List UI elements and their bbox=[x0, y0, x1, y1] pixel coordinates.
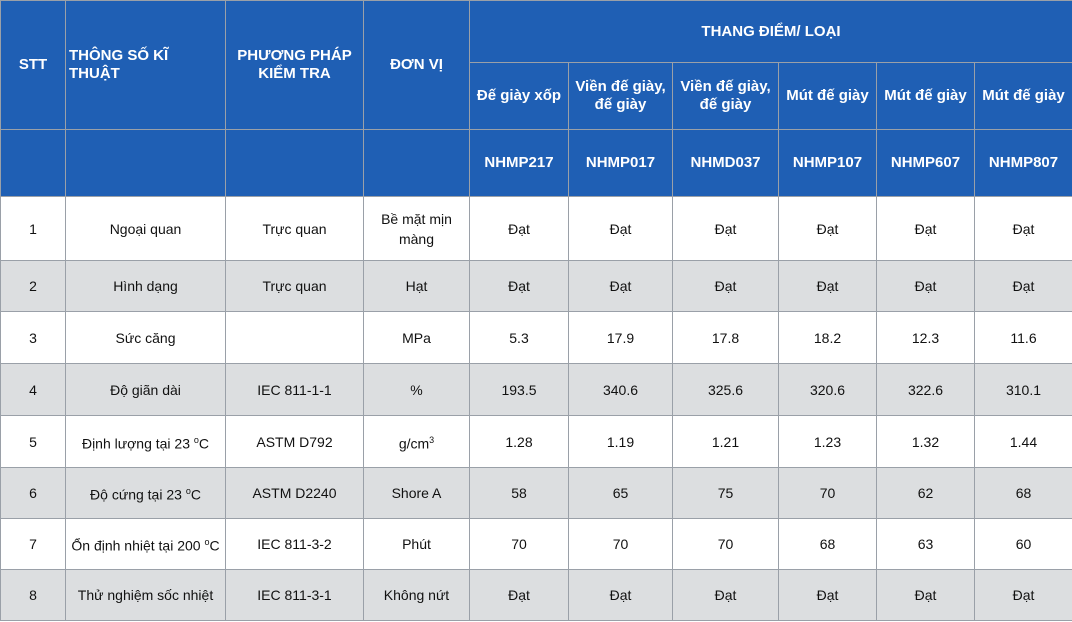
row-value: Đạt bbox=[470, 197, 569, 261]
row-value: 58 bbox=[470, 468, 569, 519]
row-value: 1.23 bbox=[779, 416, 877, 468]
unit-exponent: 3 bbox=[429, 434, 435, 445]
header-method-line1: PHƯƠNG PHÁP bbox=[237, 47, 352, 64]
spec-name-suffix: C bbox=[209, 537, 220, 554]
header-empty-method bbox=[226, 130, 364, 197]
table-row bbox=[1, 312, 1072, 364]
spec-name-text: Độ cứng tại 23 bbox=[90, 486, 182, 503]
row-value: Đạt bbox=[877, 261, 975, 312]
spec-name-suffix: C bbox=[190, 486, 201, 503]
row-stt: 5 bbox=[1, 416, 66, 468]
header-grade: THANG ĐIỂM/ LOẠI bbox=[470, 1, 1072, 63]
header-type-4: Mút đế giày bbox=[779, 63, 877, 130]
header-method-line2: KIỂM TRA bbox=[258, 65, 331, 82]
row-value: 17.9 bbox=[569, 312, 673, 364]
header-empty-unit bbox=[364, 130, 470, 197]
row-value: 5.3 bbox=[470, 312, 569, 364]
row-value: 70 bbox=[470, 519, 569, 570]
row-stt: 1 bbox=[1, 197, 66, 261]
row-value: 1.19 bbox=[569, 416, 673, 468]
row-spec-name bbox=[66, 416, 226, 468]
row-value: Đạt bbox=[470, 570, 569, 621]
header-unit: ĐƠN VỊ bbox=[364, 1, 470, 130]
row-value: 60 bbox=[975, 519, 1072, 570]
header-empty-stt bbox=[1, 130, 66, 197]
row-value: 1.44 bbox=[975, 416, 1072, 468]
row-spec-name bbox=[66, 468, 226, 519]
header-type-3: Viền đế giày, đế giày bbox=[673, 63, 779, 130]
row-method bbox=[226, 312, 364, 364]
row-value: Đạt bbox=[569, 197, 673, 261]
row-stt: 2 bbox=[1, 261, 66, 312]
row-value: Đạt bbox=[877, 197, 975, 261]
row-value: Đạt bbox=[673, 197, 779, 261]
row-value: 11.6 bbox=[975, 312, 1072, 364]
row-value: Đạt bbox=[779, 261, 877, 312]
row-value: 325.6 bbox=[673, 364, 779, 416]
row-spec-name: Ngoại quan bbox=[66, 197, 226, 261]
header-empty-spec bbox=[66, 130, 226, 197]
row-unit: % bbox=[364, 364, 470, 416]
header-spec: THÔNG SỐ KĨ THUẬT bbox=[66, 1, 226, 130]
table-row bbox=[1, 261, 1072, 312]
table-row bbox=[1, 468, 1072, 519]
row-value: 320.6 bbox=[779, 364, 877, 416]
header-type-5: Mút đế giày bbox=[877, 63, 975, 130]
header-code-1: NHMP217 bbox=[470, 130, 569, 197]
row-value: Đạt bbox=[569, 570, 673, 621]
table-row bbox=[1, 364, 1072, 416]
table-row bbox=[1, 519, 1072, 570]
table-row bbox=[1, 197, 1072, 261]
row-value: 70 bbox=[779, 468, 877, 519]
header-code-6: NHMP807 bbox=[975, 130, 1072, 197]
row-method: ASTM D2240 bbox=[226, 468, 364, 519]
spec-name-text: Ổn định nhiệt tại 200 bbox=[71, 537, 201, 554]
degree-mark: o bbox=[193, 434, 199, 445]
row-method: ASTM D792 bbox=[226, 416, 364, 468]
row-value: Đạt bbox=[975, 570, 1072, 621]
row-stt: 6 bbox=[1, 468, 66, 519]
row-spec-name: Độ giãn dài bbox=[66, 364, 226, 416]
row-value: 63 bbox=[877, 519, 975, 570]
row-spec-name bbox=[66, 519, 226, 570]
row-value: 75 bbox=[673, 468, 779, 519]
header-code-3: NHMD037 bbox=[673, 130, 779, 197]
header-code-5: NHMP607 bbox=[877, 130, 975, 197]
row-value: Đạt bbox=[877, 570, 975, 621]
row-unit: Không nứt bbox=[364, 570, 470, 621]
row-value: 1.32 bbox=[877, 416, 975, 468]
row-value: 1.21 bbox=[673, 416, 779, 468]
row-stt: 7 bbox=[1, 519, 66, 570]
row-value: Đạt bbox=[673, 261, 779, 312]
row-value: 340.6 bbox=[569, 364, 673, 416]
spec-name-suffix: C bbox=[198, 435, 210, 452]
row-value: 310.1 bbox=[975, 364, 1072, 416]
row-value: 70 bbox=[673, 519, 779, 570]
table-row bbox=[1, 570, 1072, 621]
degree-mark: o bbox=[204, 537, 210, 548]
row-value: Đạt bbox=[470, 261, 569, 312]
row-value: 70 bbox=[569, 519, 673, 570]
spec-name-text: Định lượng tại 23 bbox=[81, 435, 191, 452]
row-spec-name: Sức căng bbox=[66, 312, 226, 364]
row-spec-name: Hình dạng bbox=[66, 261, 226, 312]
header-code-4: NHMP107 bbox=[779, 130, 877, 197]
row-method: IEC 811-3-2 bbox=[226, 519, 364, 570]
row-unit: Hạt bbox=[364, 261, 470, 312]
row-value: 65 bbox=[569, 468, 673, 519]
row-method: Trực quan bbox=[226, 197, 364, 261]
row-value: Đạt bbox=[975, 197, 1072, 261]
row-unit: MPa bbox=[364, 312, 470, 364]
row-method: IEC 811-1-1 bbox=[226, 364, 364, 416]
header-method bbox=[226, 1, 364, 130]
row-value: 18.2 bbox=[779, 312, 877, 364]
header-code-2: NHMP017 bbox=[569, 130, 673, 197]
row-value: Đạt bbox=[673, 570, 779, 621]
row-value: 62 bbox=[877, 468, 975, 519]
row-unit: Shore A bbox=[364, 468, 470, 519]
row-value: 322.6 bbox=[877, 364, 975, 416]
row-unit: Bề mặt mịn màng bbox=[364, 197, 470, 261]
row-value: 193.5 bbox=[470, 364, 569, 416]
header-type-2: Viền đế giày, đế giày bbox=[569, 63, 673, 130]
row-spec-name: Thử nghiệm sốc nhiệt bbox=[66, 570, 226, 621]
row-value: Đạt bbox=[975, 261, 1072, 312]
row-value: 1.28 bbox=[470, 416, 569, 468]
row-value: Đạt bbox=[779, 570, 877, 621]
row-value: Đạt bbox=[779, 197, 877, 261]
row-method: Trực quan bbox=[226, 261, 364, 312]
degree-mark: o bbox=[185, 486, 191, 497]
header-type-1: Đế giày xốp bbox=[470, 63, 569, 130]
row-stt: 8 bbox=[1, 570, 66, 621]
header-stt: STT bbox=[1, 1, 66, 130]
row-unit bbox=[364, 416, 470, 468]
row-value: 68 bbox=[779, 519, 877, 570]
row-value: 17.8 bbox=[673, 312, 779, 364]
header-type-6: Mút đế giày bbox=[975, 63, 1072, 130]
row-value: 12.3 bbox=[877, 312, 975, 364]
unit-text: g/cm bbox=[398, 435, 430, 452]
row-value: Đạt bbox=[569, 261, 673, 312]
row-unit: Phút bbox=[364, 519, 470, 570]
row-stt: 4 bbox=[1, 364, 66, 416]
table-row bbox=[1, 416, 1072, 468]
row-value: 68 bbox=[975, 468, 1072, 519]
row-method: IEC 811-3-1 bbox=[226, 570, 364, 621]
row-stt: 3 bbox=[1, 312, 66, 364]
